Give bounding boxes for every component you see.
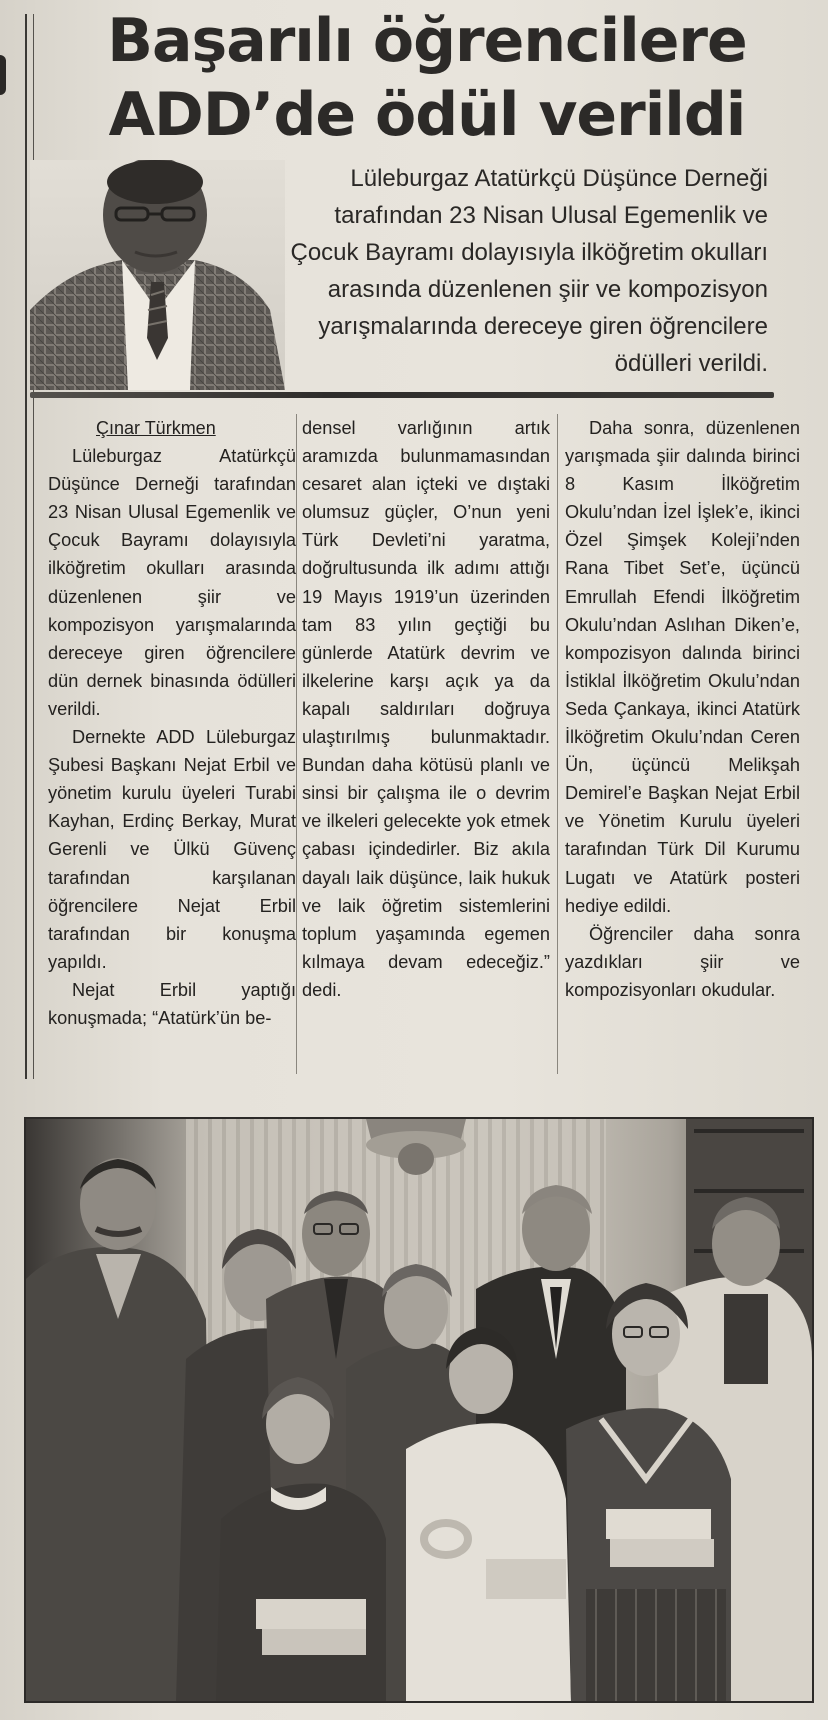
byline: Çınar Türkmen bbox=[96, 418, 216, 438]
group-photo bbox=[24, 1117, 814, 1703]
headline-line-1: Başarılı öğrencilere bbox=[107, 6, 747, 76]
group-photo-graphic bbox=[26, 1119, 812, 1701]
section-divider bbox=[30, 392, 774, 398]
column-divider bbox=[296, 414, 297, 1074]
paragraph: Öğrenciler daha sonra yazdıkları şiir ve kompozisyonları okudular. bbox=[565, 923, 800, 1000]
article-column-3 bbox=[565, 414, 800, 1004]
headline bbox=[42, 4, 812, 152]
paragraph: Lüleburgaz Atatürkçü Düşünce Derneği tarafından 23 Nisan Ulusal Egemenlik ve Çocuk Bayramı dolayısıyla ilköğretim okulları arasında düzenlenen şiir ve kompozisyon yarışmalarında dereceye giren öğrencilere dün dernek binasında ödülleri verildi. bbox=[48, 446, 296, 719]
article-column-2 bbox=[302, 414, 550, 1004]
left-border-rule bbox=[25, 14, 27, 1079]
paragraph: densel varlığının artık aramızda bulunmamasından cesaret alan içteki ve dıştaki olumsuz güçler, O’nun yeni Türk Devleti’ni yaratma, doğrultusunda ilk adımı attığı 19 Mayıs 1919’un üzerinden tam 83 yılın geçtiği bu günlerde Atatürk devrim ve ilkelerine karşı açık ya da kapalı saldırıları doğruya ulaştırılmış bulunmaktadır. Bundan daha kötüsü planlı ve sinsi bir çalışma ile o devrim ve ilkeleri gelecekte yok etmek çabası içindedirler. Biz akıla dayalı laik düşünce, laik hukuk ve laik öğretim sistemlerini toplum yaşamında egemen kılmaya devam edeceğiz.” dedi. bbox=[302, 418, 550, 1000]
paragraph: Nejat Erbil yaptığı konuşmada; “Atatürk’ün be- bbox=[48, 979, 296, 1028]
headline-line-2: ADD’de ödül verildi bbox=[108, 80, 746, 150]
page-edge-mark bbox=[0, 55, 6, 95]
article-column-1 bbox=[48, 414, 296, 1032]
portrait-photo-graphic bbox=[30, 160, 285, 390]
paragraph: Daha sonra, düzenlenen yarışmada şiir dalında birinci 8 Kasım İlköğretim Okulu’ndan İzel İşlek’e, ikinci Özel Şimşek Koleji’nden Rana Tibet Set’e, üçüncü Emrullah Efendi İlköğretim Okulu’ndan Aslıhan Diken’e, kompozisyon dalında birinci İstiklal İlköğretim Okulu’ndan Seda Çankaya, ikinci Atatürk İlköğretim Okulu’ndan Ceren Ün, üçüncü Melikşah Demirel’e Başkan Nejat Erbil ve Yönetim Kurulu üyeleri tarafından Türk Dil Kurumu Lugatı ve Atatürk posteri hediye edildi. bbox=[565, 418, 800, 916]
portrait-photo bbox=[30, 160, 285, 390]
intro-summary: Lüleburgaz Atatürkçü Düşünce Derneği tarafından 23 Nisan Ulusal Egemenlik ve Çocuk Bayramı dolayısıyla ilköğretim okulları arasında düzenlenen şiir ve kompozisyon yarışmalarında dereceye giren öğrencilere ödülleri verildi. bbox=[290, 165, 768, 377]
paragraph: Dernekte ADD Lüleburgaz Şubesi Başkanı Nejat Erbil ve yönetim kurulu üyeleri Turabi Kayhan, Erdinç Berkay, Murat Gerenli ve Ülkü Güvenç tarafından karşılanan öğrencilere Nejat Erbil tarafından bir konuşma yapıldı. bbox=[48, 727, 296, 972]
column-divider bbox=[557, 414, 558, 1074]
